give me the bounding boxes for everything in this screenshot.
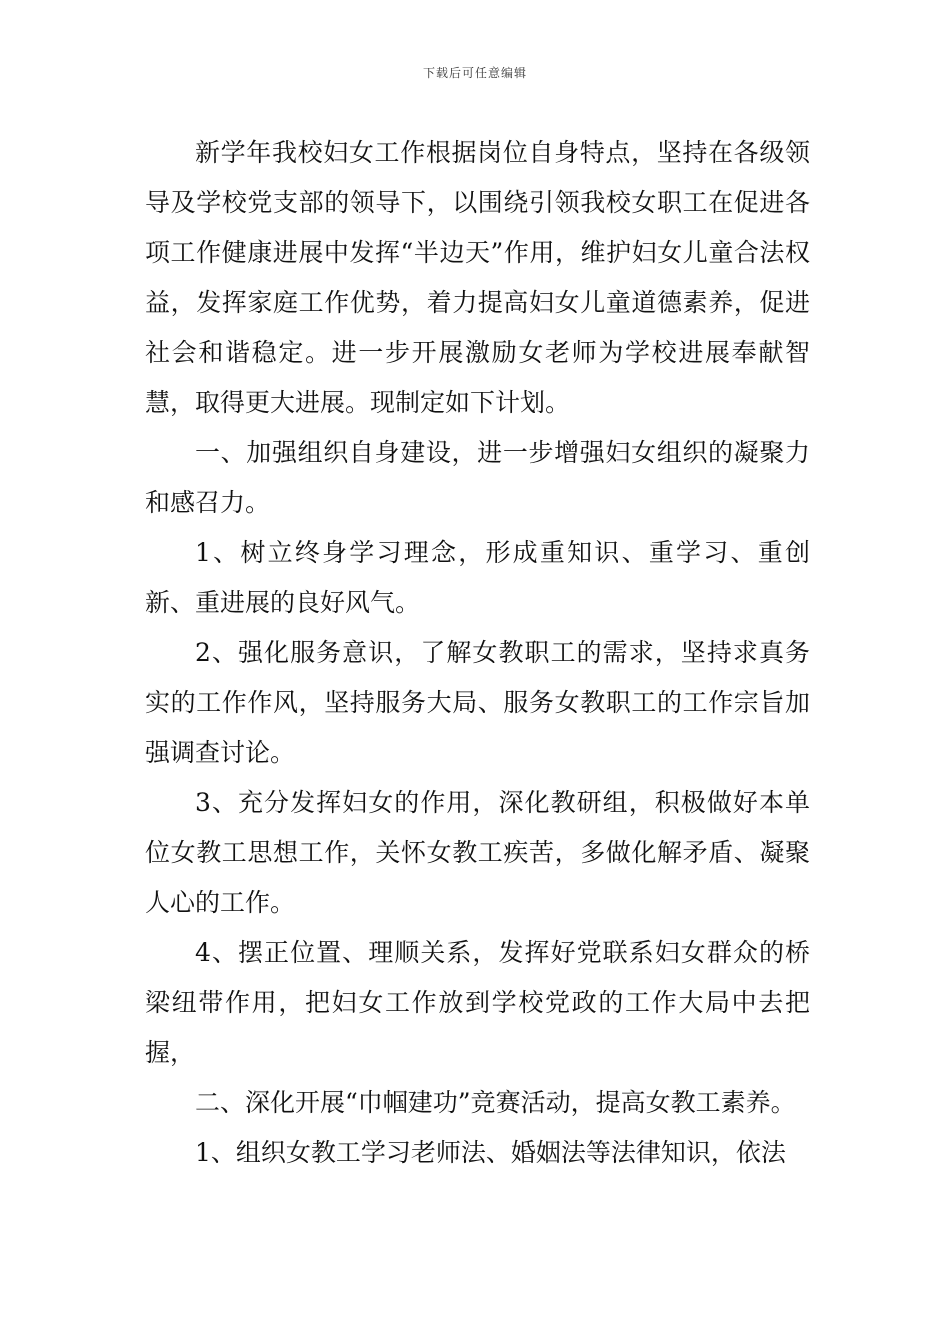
list-item: 4、摆正位置、理顺关系，发挥好党联系妇女群众的桥梁纽带作用，把妇女工作放到学校党政的工作大局中去把握， bbox=[145, 938, 810, 1067]
document-body bbox=[145, 128, 810, 1178]
list-item: 3、充分发挥妇女的作用，深化教研组，积极做好本单位女教工思想工作，关怀女教工疾苦，多做化解矛盾、凝聚人心的工作。 bbox=[145, 788, 810, 917]
section-heading-two: 二、深化开展“巾帼建功”竞赛活动，提高女教工素养。 bbox=[195, 1088, 796, 1117]
section-heading-one: 一、加强组织自身建设，进一步增强妇女组织的凝聚力和感召力。 bbox=[145, 438, 810, 517]
list-item: 1、组织女教工学习老师法、婚姻法等法律知识，依法 bbox=[195, 1138, 786, 1167]
list-item: 2、强化服务意识，了解女教职工的需求，坚持求真务实的工作作风，坚持服务大局、服务女教职工的工作宗旨加强调查讨论。 bbox=[145, 638, 810, 767]
list-item: 1、树立终身学习理念，形成重知识、重学习、重创新、重进展的良好风气。 bbox=[145, 538, 810, 617]
page-header: 下载后可任意编辑 bbox=[422, 66, 527, 80]
paragraph-intro: 新学年我校妇女工作根据岗位自身特点，坚持在各级领导及学校党支部的领导下，以围绕引领我校女职工在促进各项工作健康进展中发挥“半边天”作用，维护妇女儿童合法权益，发挥家庭工作优势，着力提高妇女儿童道德素养，促进社会和谐稳定。进一步开展激励女老师为学校进展奉献智慧，取得更大进展。现制定如下计划。 bbox=[145, 138, 810, 417]
